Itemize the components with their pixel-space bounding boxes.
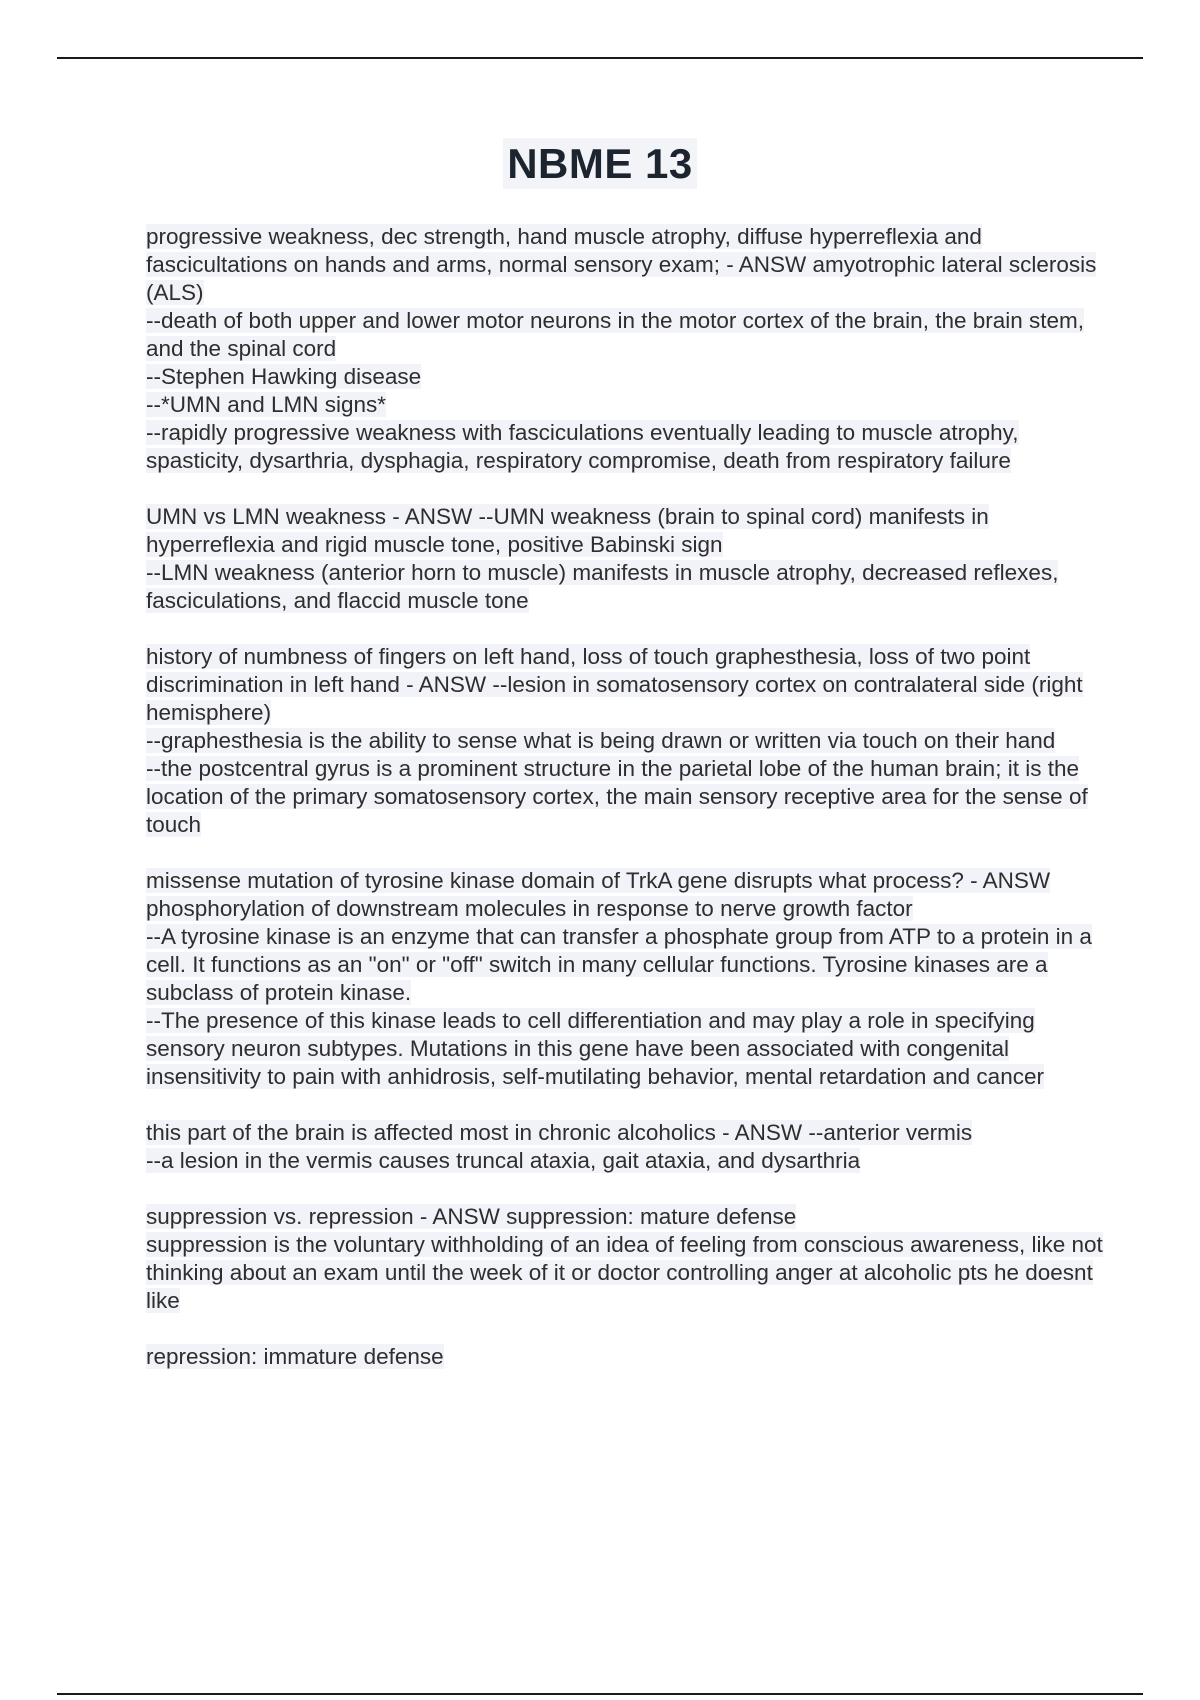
- page-title-text: NBME 13: [503, 138, 697, 189]
- document-body: [146, 223, 1106, 1399]
- entry-line: --A tyrosine kinase is an enzyme that can transfer a phosphate group from ATP to a protein in a cell. It functions as an "on" or "off" switch in many cellular functions. Tyrosine kinases are a subclass of protein kinase.: [146, 924, 1092, 1005]
- entry-line: missense mutation of tyrosine kinase domain of TrkA gene disrupts what process? - ANSW phosphorylation of downstream molecules in response to nerve growth factor: [146, 868, 1051, 921]
- entry-line: suppression is the voluntary withholding of an idea of feeling from conscious awareness, like not thinking about an exam until the week of it or doctor controlling anger at alcoholic pts he doesnt like: [146, 1232, 1103, 1313]
- entry-line: progressive weakness, dec strength, hand muscle atrophy, diffuse hyperreflexia and fascicultations on hands and arms, normal sensory exam; - ANSW amyotrophic lateral sclerosis (ALS): [146, 224, 1097, 305]
- entry-line: repression: immature defense: [146, 1344, 444, 1369]
- entry-line: --rapidly progressive weakness with fasciculations eventually leading to muscle atrophy, spasticity, dysarthria, dysphagia, respiratory compromise, death from respiratory failure: [146, 420, 1019, 473]
- top-rule: [57, 57, 1143, 59]
- entry-line: --*UMN and LMN signs*: [146, 392, 387, 417]
- entry-line: --Stephen Hawking disease: [146, 364, 422, 389]
- entry-line: history of numbness of fingers on left hand, loss of touch graphesthesia, loss of two point discrimination in left hand - ANSW --lesion in somatosensory cortex on contralateral side (right hemisphere): [146, 644, 1083, 725]
- page-title: [0, 140, 1200, 188]
- entry-somatosensory: [146, 643, 1106, 839]
- entry-line: --a lesion in the vermis causes truncal ataxia, gait ataxia, and dysarthria: [146, 1148, 861, 1173]
- entry-line: UMN vs LMN weakness - ANSW --UMN weakness (brain to spinal cord) manifests in hyperreflexia and rigid muscle tone, positive Babinski sign: [146, 504, 989, 557]
- entry-line: --The presence of this kinase leads to cell differentiation and may play a role in specifying sensory neuron subtypes. Mutations in this gene have been associated with congenital insensitivity to pain with anhidrosis, self-mutilating behavior, mental retardation and cancer: [146, 1008, 1044, 1089]
- entry-repression: [146, 1343, 1106, 1371]
- entry-umn-vs-lmn: [146, 503, 1106, 615]
- entry-line: this part of the brain is affected most in chronic alcoholics - ANSW --anterior vermis: [146, 1120, 973, 1145]
- entry-line: suppression vs. repression - ANSW suppression: mature defense: [146, 1204, 797, 1229]
- bottom-rule: [57, 1693, 1143, 1695]
- entry-line: --graphesthesia is the ability to sense what is being drawn or written via touch on their hand: [146, 728, 1056, 753]
- entry-line: --LMN weakness (anterior horn to muscle) manifests in muscle atrophy, decreased reflexes, fasciculations, and flaccid muscle tone: [146, 560, 1059, 613]
- entry-suppression: [146, 1203, 1106, 1315]
- entry-line: --the postcentral gyrus is a prominent structure in the parietal lobe of the human brain; it is the location of the primary somatosensory cortex, the main sensory receptive area for the sense of touch: [146, 756, 1088, 837]
- entry-vermis: [146, 1119, 1106, 1175]
- entry-line: --death of both upper and lower motor neurons in the motor cortex of the brain, the brain stem, and the spinal cord: [146, 308, 1085, 361]
- entry-trka: [146, 867, 1106, 1091]
- entry-als: [146, 223, 1106, 475]
